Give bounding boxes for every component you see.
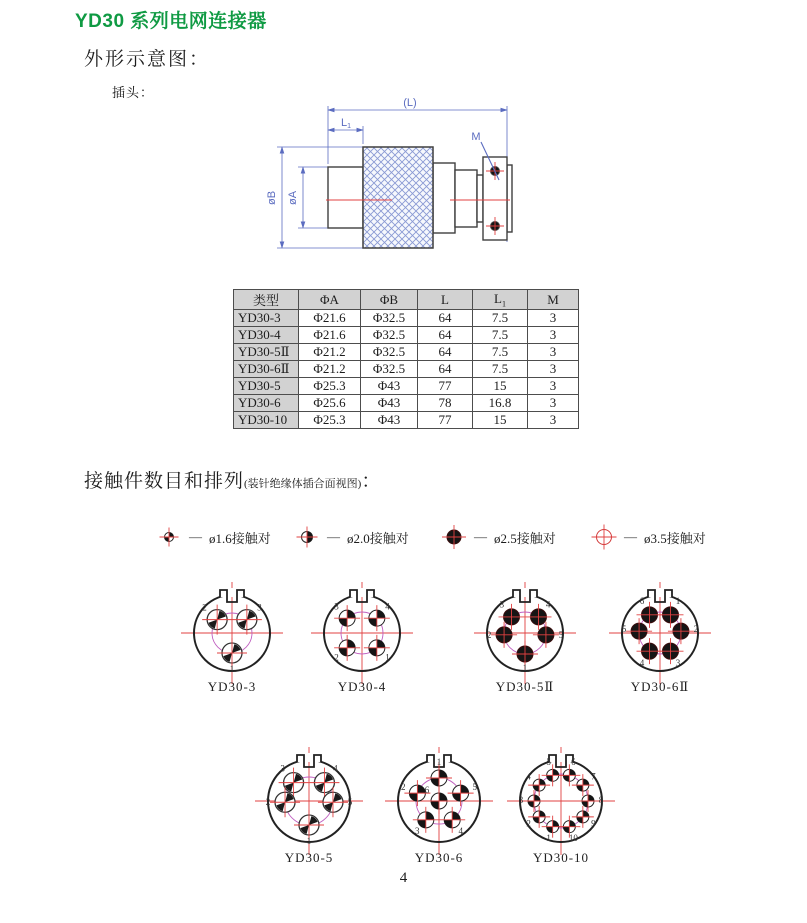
table-cell: 7.5	[473, 327, 528, 344]
legend-dash: —	[327, 529, 340, 544]
connector-face-YD30-6Ⅱ	[592, 565, 728, 717]
table-cell: Φ43	[361, 395, 418, 412]
table-cell: 7.5	[473, 310, 528, 327]
legend-label: ø2.0接触对	[347, 530, 409, 546]
table-cell: 7.5	[473, 361, 528, 378]
knurled-grip	[363, 147, 433, 248]
svg-text:3: 3	[675, 658, 681, 669]
table-cell: Φ43	[361, 412, 418, 429]
svg-text:7: 7	[591, 771, 596, 782]
dimensions-table	[233, 289, 579, 429]
svg-text:8: 8	[598, 795, 604, 806]
svg-text:4: 4	[639, 658, 645, 669]
legend-dash: —	[189, 529, 202, 544]
table-cell: Φ21.6	[299, 327, 361, 344]
dim-label-M: M	[471, 131, 481, 143]
contact-symbol-icon	[294, 524, 320, 550]
connector-face-YD30-5Ⅱ	[457, 565, 593, 717]
table-cell: 3	[528, 395, 579, 412]
svg-text:5: 5	[558, 630, 564, 641]
table-header-cell: L	[418, 290, 473, 310]
table-cell: YD30-5Ⅱ	[234, 344, 299, 361]
svg-text:4: 4	[526, 771, 531, 782]
svg-text:4: 4	[385, 601, 390, 612]
connector-label: YD30-10	[532, 850, 590, 865]
table-cell: YD30-6	[234, 395, 299, 412]
svg-text:5: 5	[472, 782, 477, 793]
svg-text:3: 3	[257, 602, 262, 613]
contact-symbol-icon	[441, 524, 467, 550]
table-cell: 64	[418, 361, 473, 378]
contacts-heading-note: (装针绝缘体插合面视图)	[244, 478, 362, 490]
svg-text:5: 5	[347, 797, 353, 808]
contact-symbol-icon	[156, 524, 182, 550]
svg-text:1: 1	[675, 595, 681, 606]
svg-text:3: 3	[280, 763, 285, 774]
table-cell: Φ25.3	[299, 378, 361, 395]
connector-label: YD30-6Ⅱ	[630, 679, 690, 694]
svg-text:4: 4	[333, 763, 338, 774]
legend-item	[156, 524, 271, 550]
legend-item	[591, 524, 706, 550]
table-cell: 16.8	[473, 395, 528, 412]
svg-text:2: 2	[693, 623, 699, 634]
legend-item	[441, 524, 556, 550]
legend-item	[294, 524, 409, 550]
table-cell: Φ21.6	[299, 310, 361, 327]
table-cell: Φ25.6	[299, 395, 361, 412]
table-cell: 77	[418, 412, 473, 429]
table-cell: YD30-5	[234, 378, 299, 395]
svg-text:1: 1	[546, 833, 551, 844]
table-row	[234, 310, 579, 327]
svg-text:2: 2	[334, 652, 339, 663]
dim-label-diaB: øB	[266, 190, 278, 206]
dim-label-diaA: øA	[287, 190, 299, 206]
table-cell: Φ32.5	[361, 310, 418, 327]
connector-face-YD30-10	[493, 733, 629, 885]
legend-label: ø3.5接触对	[644, 530, 706, 546]
table-cell: 3	[528, 378, 579, 395]
svg-text:6: 6	[639, 595, 645, 606]
table-cell: YD30-3	[234, 310, 299, 327]
svg-text:3: 3	[334, 601, 339, 612]
svg-text:1: 1	[522, 663, 528, 674]
table-cell: 64	[418, 344, 473, 361]
page-number: 4	[399, 870, 408, 886]
page-title: YD30 系列电网连接器	[75, 11, 267, 32]
svg-text:4: 4	[458, 826, 464, 837]
connector-label: YD30-5Ⅱ	[495, 679, 555, 694]
contacts-section-heading	[84, 466, 381, 493]
contact-symbol-icon	[591, 524, 617, 550]
svg-text:4: 4	[545, 599, 551, 610]
svg-text:5: 5	[546, 757, 551, 768]
svg-text:3: 3	[414, 826, 420, 837]
dim-label-L1: L1	[340, 117, 352, 130]
svg-text:3: 3	[518, 795, 524, 806]
table-cell: YD30-10	[234, 412, 299, 429]
contacts-heading-main: 接触件数目和排列	[84, 471, 245, 492]
table-cell: 3	[528, 327, 579, 344]
table-cell: YD30-4	[234, 327, 299, 344]
table-cell: Φ43	[361, 378, 418, 395]
table-row	[234, 344, 579, 361]
svg-text:6: 6	[571, 757, 576, 768]
table-cell: 7.5	[473, 344, 528, 361]
svg-text:2: 2	[526, 818, 531, 829]
plug-label: 插头：	[112, 85, 155, 100]
table-cell: Φ21.2	[299, 361, 361, 378]
table-row	[234, 378, 579, 395]
table-row	[234, 395, 579, 412]
table-cell: Φ25.3	[299, 412, 361, 429]
legend-label: ø2.5接触对	[494, 530, 556, 546]
table-cell: Φ32.5	[361, 361, 418, 378]
table-cell: 3	[528, 344, 579, 361]
svg-text:1: 1	[436, 757, 442, 768]
legend-label: ø1.6接触对	[209, 530, 271, 546]
svg-text:1: 1	[385, 652, 390, 663]
svg-text:1: 1	[229, 664, 235, 675]
svg-text:10: 10	[568, 833, 578, 844]
table-row	[234, 327, 579, 344]
svg-text:2: 2	[265, 797, 271, 808]
table-header-cell: ΦA	[299, 290, 361, 310]
table-cell: 64	[418, 310, 473, 327]
connector-body	[328, 147, 512, 248]
svg-text:1: 1	[306, 836, 312, 847]
connector-face-YD30-5	[241, 733, 377, 885]
table-cell: 78	[418, 395, 473, 412]
connector-outline-drawing	[262, 92, 522, 262]
table-cell: 77	[418, 378, 473, 395]
table-header-cell: ΦB	[361, 290, 418, 310]
svg-text:3: 3	[499, 599, 505, 610]
outline-section-heading: 外形示意图：	[84, 49, 211, 70]
svg-text:6: 6	[424, 785, 430, 796]
connector-face-YD30-6	[371, 733, 507, 885]
table-cell: Φ21.2	[299, 344, 361, 361]
connector-label: YD30-5	[284, 850, 334, 865]
table-cell: 15	[473, 412, 528, 429]
table-cell: Φ32.5	[361, 327, 418, 344]
table-cell: 3	[528, 361, 579, 378]
legend-dash: —	[624, 529, 637, 544]
connector-label: YD30-3	[207, 679, 257, 694]
svg-text:2: 2	[401, 782, 406, 793]
table-cell: 15	[473, 378, 528, 395]
svg-text:5: 5	[621, 623, 627, 634]
table-cell: YD30-6Ⅱ	[234, 361, 299, 378]
table-row	[234, 412, 579, 429]
connector-face-YD30-3	[164, 565, 300, 717]
table-cell: 3	[528, 310, 579, 327]
svg-text:2: 2	[486, 630, 492, 641]
dim-label-L: (L)	[403, 97, 417, 109]
legend-dash: —	[474, 529, 487, 544]
table-row	[234, 361, 579, 378]
connector-face-YD30-4	[294, 565, 430, 717]
svg-text:2: 2	[202, 602, 207, 613]
table-cell: Φ32.5	[361, 344, 418, 361]
table-header-cell: 类型	[234, 290, 299, 310]
table-cell: 3	[528, 412, 579, 429]
table-cell: 64	[418, 327, 473, 344]
connector-label: YD30-4	[337, 679, 387, 694]
contacts-heading-colon: ：	[361, 471, 382, 492]
svg-text:9: 9	[591, 818, 596, 829]
table-header-cell: M	[528, 290, 579, 310]
connector-label: YD30-6	[414, 850, 464, 865]
table-header-cell: $L_1$	[473, 290, 528, 310]
